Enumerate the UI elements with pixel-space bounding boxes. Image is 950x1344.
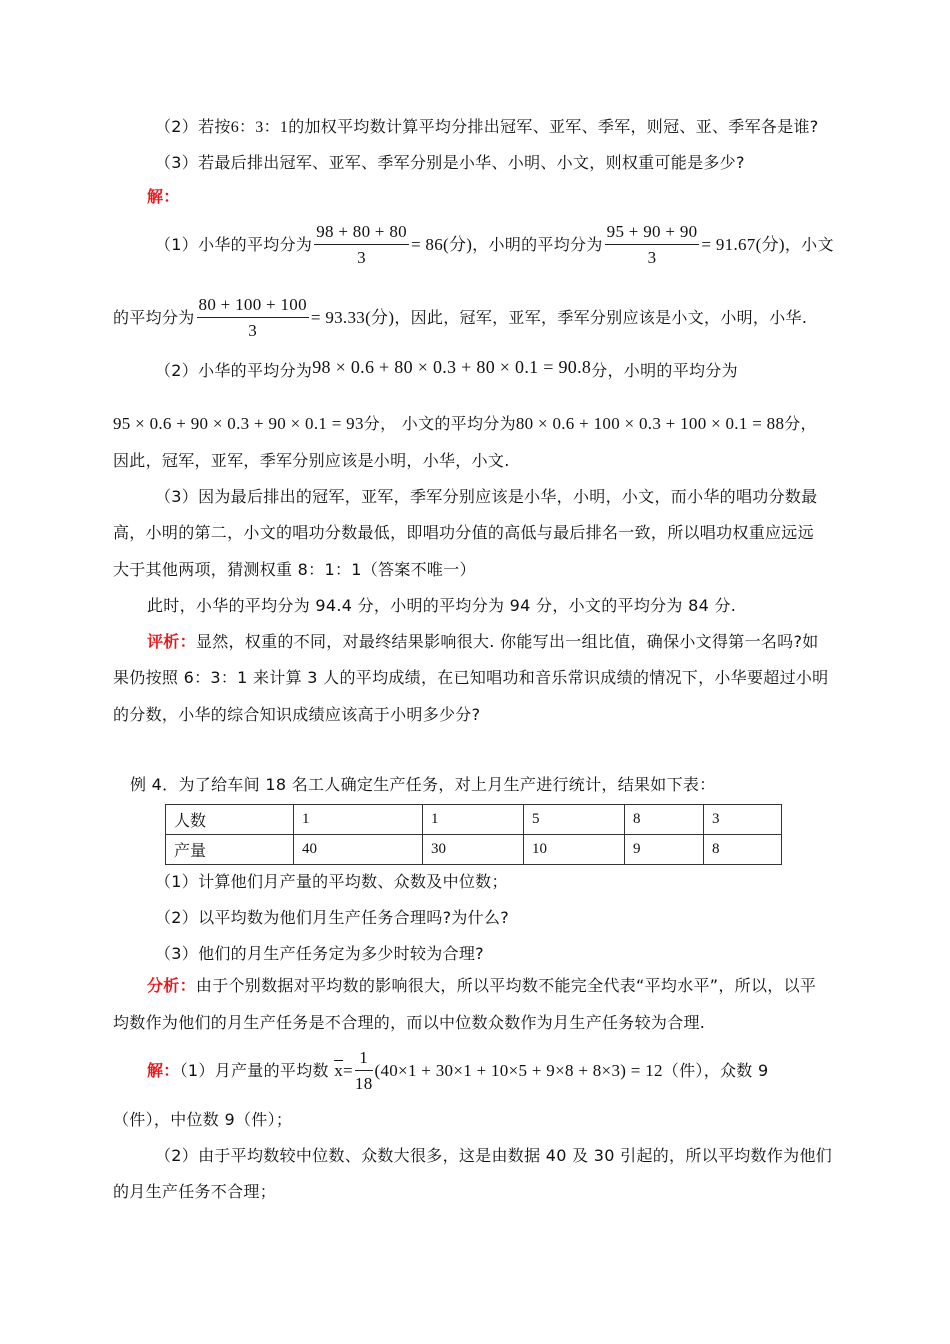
- result: = 91.67(分): [701, 235, 785, 254]
- expression: 80 × 0.6 + 100 × 0.3 + 100 × 0.1 = 88: [515, 414, 785, 433]
- example-4-solution-1: [147, 1048, 768, 1095]
- denominator: 3: [357, 248, 366, 267]
- denominator: 18: [354, 1074, 373, 1093]
- example-4-solution-2-line-1: （2）由于平均数较中位数、众数大很多，这是由数据 40 及 30 引起的，所以平均数作为他们: [155, 1146, 833, 1165]
- example-4-question-2: （2）以平均数为他们月生产任务合理吗?为什么?: [155, 908, 510, 927]
- table-cell: 40: [294, 835, 423, 865]
- text: ，小文: [784, 235, 834, 254]
- row-header: 人数: [166, 805, 294, 835]
- comment-line-2: 果仍按照 6：3：1 来计算 3 人的平均成绩，在已知唱功和音乐常识成绩的情况下，小华要超过小明: [113, 668, 829, 687]
- text: 分，: [784, 414, 817, 433]
- example-4-title: 例 4．为了给车间 18 名工人确定生产任务，对上月生产进行统计，结果如下表：: [130, 775, 716, 794]
- comment-label: 评析：: [147, 632, 196, 651]
- text: 分， 小文的平均分为: [363, 414, 516, 433]
- comment-line-1: [147, 632, 819, 652]
- text: （件），众数 9: [662, 1061, 769, 1080]
- solution-3-line-1: （3）因为最后排出的冠军，亚军，季军分别应该是小华，小明，小文，而小华的唱功分数最: [155, 487, 818, 506]
- numerator: 95 + 90 + 90: [605, 222, 700, 245]
- numerator: 98 + 80 + 80: [314, 222, 409, 245]
- solution-2-conclusion: 因此，冠军，亚军，季军分别应该是小明，小华，小文.: [113, 451, 510, 470]
- example-4-solution-1-line-2: （件），中位数 9（件）；: [113, 1110, 293, 1129]
- numerator: 1: [355, 1048, 373, 1071]
- table-cell: 1: [294, 805, 423, 835]
- solution-2-line-1: [155, 357, 738, 381]
- expression: (40×1 + 30×1 + 10×5 + 9×8 + 8×3) = 12: [374, 1061, 663, 1080]
- solution-1-line-1: [155, 222, 834, 269]
- denominator: 3: [647, 248, 657, 267]
- table-cell: 8: [625, 805, 704, 835]
- equals: =: [343, 1061, 353, 1080]
- text: 显然，权重的不同，对最终结果影响很大. 你能写出一组比值，确保小文得第一名吗?如: [195, 632, 819, 651]
- text: 由于个别数据对平均数的影响很大，所以平均数不能完全代表“平均水平”，所以，以平: [195, 976, 817, 995]
- table-cell: 10: [524, 835, 625, 865]
- table-cell: 5: [524, 805, 625, 835]
- question-2-text: 的加权平均数计算平均分排出冠军、亚军、季军，则冠、亚、季军各是谁?: [288, 117, 819, 136]
- question-3: （3）若最后排出冠军、亚军、季军分别是小华、小明、小文，则权重可能是多少?: [155, 153, 745, 172]
- table-cell: 8: [704, 835, 782, 865]
- analysis-line-1: [147, 976, 816, 996]
- table-cell: 1: [423, 805, 524, 835]
- table-cell: 3: [704, 805, 782, 835]
- mean-symbol: $\overline{x}$: [334, 1061, 343, 1080]
- example-4-question-3: （3）他们的月生产任务定为多少时较为合理?: [155, 944, 484, 963]
- table-cell: 9: [625, 835, 704, 865]
- solution-3-line-2: 高，小明的第二，小文的唱功分数最低，即唱功分值的高低与最后排名一致，所以唱功权重应远远: [113, 523, 814, 542]
- denominator: 3: [248, 321, 258, 340]
- text: 分，小明的平均分为: [591, 361, 738, 380]
- text: （1）小华的平均分为: [155, 235, 313, 254]
- table-cell: 30: [423, 835, 524, 865]
- comment-line-3: 的分数，小华的综合知识成绩应该高于小明多少分?: [113, 705, 481, 724]
- text: ，小明的平均分为: [472, 235, 603, 254]
- expression: 95 × 0.6 + 90 × 0.3 + 90 × 0.1 = 93: [113, 414, 364, 433]
- analysis-label: 分析：: [147, 976, 196, 995]
- table-row: [166, 805, 782, 835]
- solution-2-line-2: [113, 414, 817, 434]
- fraction-xiaoming: [605, 222, 700, 269]
- text: ，因此，冠军，亚军，季军分别应该是小文，小明，小华.: [394, 308, 808, 327]
- ratio: 6：3：1: [230, 119, 289, 136]
- question-2: [155, 117, 819, 138]
- table-row: [166, 835, 782, 865]
- solution-3-line-3: 大于其他两项，猜测权重 8：1：1（答案不唯一）: [113, 560, 476, 579]
- fraction-one-eighteenth: [355, 1048, 373, 1095]
- example-4-solution-2-line-2: 的月生产任务不合理；: [113, 1182, 277, 1201]
- question-2-prefix: （2）若按: [155, 117, 231, 136]
- analysis-line-2: 均数作为他们的月生产任务是不合理的，而以中位数众数作为月生产任务较为合理.: [113, 1013, 706, 1032]
- text: （2）小华的平均分为: [155, 361, 313, 380]
- solution-label: 解：: [147, 1061, 180, 1080]
- text: 的平均分为: [113, 308, 195, 327]
- fraction-xiaowen: [197, 295, 309, 342]
- row-header: 产量: [166, 835, 294, 865]
- solution-1-line-2: [113, 295, 807, 342]
- numerator: 80 + 100 + 100: [197, 295, 309, 318]
- text: （1）月产量的平均数: [179, 1061, 329, 1080]
- solution-3-line-4: 此时，小华的平均分为 94.4 分，小明的平均分为 94 分，小文的平均分为 84 分.: [147, 596, 737, 615]
- expression: 98 × 0.6 + 80 × 0.3 + 80 × 0.1 = 90.8: [312, 357, 592, 377]
- example-4-question-1: （1）计算他们月产量的平均数、众数及中位数；: [155, 872, 508, 891]
- result: = 86(分): [410, 235, 473, 254]
- fraction-xiaohua: [314, 222, 409, 269]
- solution-label: 解：: [147, 187, 180, 206]
- production-table: [165, 804, 782, 865]
- result: = 93.33(分): [310, 308, 395, 327]
